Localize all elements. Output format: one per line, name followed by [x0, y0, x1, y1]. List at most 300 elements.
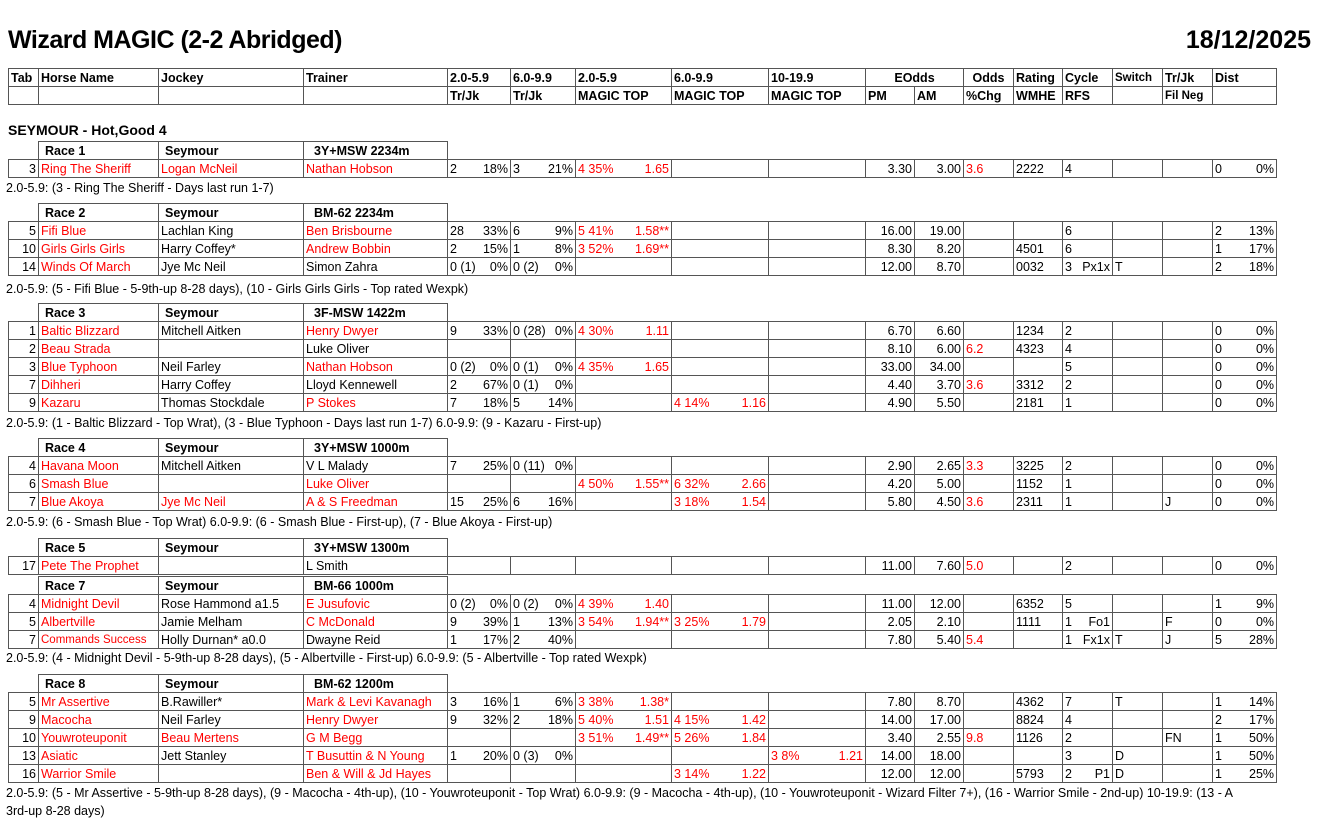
trainer: C McDonald — [304, 613, 448, 631]
tr-jk-6-9-values — [513, 161, 573, 177]
race-note: 2.0-5.9: (5 - Fifi Blue - 5-9th-up 8-28 days), (10 - Girls Girls Girls - Top rated Wexpk) — [6, 282, 469, 296]
magic-top-2-5 — [576, 631, 672, 649]
cycle-rfs-values — [1065, 377, 1110, 393]
tr-jk-6-9-count: 1 — [513, 694, 520, 709]
odds-pct-chg — [964, 258, 1014, 276]
tr-jk-fil-neg — [1163, 258, 1213, 276]
magic-top-2-5 — [576, 557, 672, 575]
eodds-am: 5.50 — [915, 394, 964, 412]
horse-row[interactable] — [9, 457, 1277, 475]
col-magic-10-19: 10-19.9 — [769, 69, 866, 87]
tr-jk-6-9-count: 0 (1) — [513, 359, 539, 374]
dist — [1213, 747, 1277, 765]
horse-row[interactable] — [9, 557, 1277, 575]
tr-jk-fil-neg — [1163, 358, 1213, 376]
trainer: G M Begg — [304, 729, 448, 747]
tr-jk-2-5 — [448, 729, 511, 747]
horse-name: Mr Assertive — [39, 693, 159, 711]
race-class: BM-66 1000m — [304, 577, 448, 595]
horse-row[interactable] — [9, 160, 1277, 178]
tr-jk-2-5-values — [450, 323, 508, 339]
tr-jk-6-9 — [511, 729, 576, 747]
race-header-spacer — [9, 577, 39, 595]
race-note-continued: 3rd-up 8-28 days) — [6, 804, 105, 818]
magic-top-2-5 — [576, 376, 672, 394]
magic-top-10-19 — [769, 376, 866, 394]
dist-count: 1 — [1215, 748, 1222, 763]
tr-jk-2-5-values — [450, 223, 508, 239]
eodds-am: 19.00 — [915, 222, 964, 240]
odds-pct-chg — [964, 222, 1014, 240]
race-header-spacer — [9, 204, 39, 222]
dist-value: 0% — [1255, 323, 1275, 338]
rating-wmhe: 6352 — [1014, 595, 1063, 613]
magic-top-6-9-value: 1.42 — [741, 712, 766, 727]
horse-name: Winds Of March — [39, 258, 159, 276]
race-track: Seymour — [159, 204, 304, 222]
horse-name: Youwroteuponit — [39, 729, 159, 747]
race-header-row — [9, 577, 1277, 595]
eodds-pm: 4.20 — [866, 475, 915, 493]
race-track: Seymour — [159, 142, 304, 160]
horse-name: Pete The Prophet — [39, 557, 159, 575]
tr-jk-6-9-count: 0 (11) — [513, 458, 545, 473]
race-header-blank — [448, 142, 1277, 160]
switch — [1113, 595, 1163, 613]
cycle-rfs-values — [1065, 458, 1110, 474]
jockey: Jett Stanley — [159, 747, 304, 765]
race-note: 2.0-5.9: (3 - Ring The Sheriff - Days last run 1-7) — [6, 181, 274, 195]
dist-value: 0% — [1255, 395, 1275, 410]
magic-top-2-5-value: 1.58** — [634, 223, 669, 238]
eodds-am: 2.10 — [915, 613, 964, 631]
tr-jk-2-5 — [448, 340, 511, 358]
tr-jk-6-9-count: 3 — [513, 161, 520, 176]
tr-jk-6-9-count: 2 — [513, 712, 520, 727]
tab-number: 5 — [9, 222, 39, 240]
race-table — [8, 538, 1277, 575]
tr-jk-6-9-value: 0% — [554, 748, 573, 763]
dist-values — [1215, 395, 1274, 411]
eodds-am: 8.70 — [915, 258, 964, 276]
odds-pct-chg: 5.4 — [964, 631, 1014, 649]
odds-pct-chg: 3.6 — [964, 493, 1014, 511]
magic-top-2-5-count: 4 30% — [578, 323, 614, 338]
tr-jk-6-9-values — [513, 359, 573, 375]
dist — [1213, 557, 1277, 575]
dist-count: 2 — [1215, 712, 1222, 727]
col-tr-jk: Tr/Jk — [1163, 69, 1213, 87]
tr-jk-fil-neg: J — [1163, 493, 1213, 511]
odds-pct-chg — [964, 613, 1014, 631]
odds-pct-chg — [964, 475, 1014, 493]
cycle-rfs-values — [1065, 494, 1110, 510]
dist-count: 0 — [1215, 558, 1222, 573]
dist — [1213, 765, 1277, 783]
horse-row[interactable] — [9, 747, 1277, 765]
report-title: Wizard MAGIC (2-2 Abridged) — [8, 26, 342, 54]
eodds-pm: 12.00 — [866, 258, 915, 276]
dist-value: 0% — [1255, 476, 1275, 491]
magic-top-10-19 — [769, 493, 866, 511]
tr-jk-2-5-count: 7 — [450, 458, 457, 473]
eodds-am: 6.00 — [915, 340, 964, 358]
horse-name: Smash Blue — [39, 475, 159, 493]
tab-number: 16 — [9, 765, 39, 783]
tab-number: 6 — [9, 475, 39, 493]
trainer: Mark & Levi Kavanagh — [304, 693, 448, 711]
tr-jk-6-9-values — [513, 323, 573, 339]
eodds-pm: 4.40 — [866, 376, 915, 394]
magic-top-2-5-values — [578, 712, 669, 728]
horse-row[interactable] — [9, 258, 1277, 276]
magic-top-2-5 — [576, 322, 672, 340]
dist-value: 0% — [1255, 558, 1275, 573]
sub-pct-chg: %Chg — [964, 87, 1014, 105]
sub-magic-top-2: MAGIC TOP — [672, 87, 769, 105]
dist-values — [1215, 241, 1274, 257]
tr-jk-2-5 — [448, 711, 511, 729]
dist-value: 28% — [1249, 632, 1275, 647]
tab-number: 9 — [9, 711, 39, 729]
tr-jk-6-9-value: 0% — [554, 359, 573, 374]
dist-values — [1215, 161, 1274, 177]
cycle-rfs-count: 5 — [1065, 596, 1072, 611]
magic-top-2-5 — [576, 457, 672, 475]
tr-jk-2-5-value: 16% — [482, 694, 508, 709]
switch — [1113, 222, 1163, 240]
tr-jk-6-9-value: 0% — [554, 458, 573, 473]
magic-top-6-9-count: 4 14% — [674, 395, 710, 410]
horse-row[interactable] — [9, 358, 1277, 376]
magic-top-6-9-values — [674, 712, 766, 728]
magic-top-6-9-values — [674, 395, 766, 411]
cycle-rfs-values — [1065, 712, 1110, 728]
tr-jk-2-5-value: 0% — [489, 596, 508, 611]
tr-jk-6-9-values — [513, 223, 573, 239]
tr-jk-2-5 — [448, 394, 511, 412]
magic-top-10-19 — [769, 240, 866, 258]
trainer: Ben Brisbourne — [304, 222, 448, 240]
tr-jk-6-9 — [511, 240, 576, 258]
jockey — [159, 475, 304, 493]
horse-row[interactable] — [9, 631, 1277, 649]
tr-jk-6-9-values — [513, 395, 573, 411]
magic-top-10-19 — [769, 457, 866, 475]
magic-top-2-5 — [576, 394, 672, 412]
tr-jk-2-5 — [448, 258, 511, 276]
tr-jk-6-9-count: 0 (2) — [513, 596, 539, 611]
horse-row[interactable] — [9, 693, 1277, 711]
horse-name: Albertville — [39, 613, 159, 631]
eodds-pm: 11.00 — [866, 595, 915, 613]
dist-value: 0% — [1255, 377, 1275, 392]
cycle-rfs-count: 6 — [1065, 223, 1072, 238]
tr-jk-6-9-value: 8% — [554, 241, 573, 256]
magic-top-2-5-values — [578, 161, 669, 177]
magic-top-6-9-count: 3 14% — [674, 766, 710, 781]
rating-wmhe: 5793 — [1014, 765, 1063, 783]
jockey: Thomas Stockdale — [159, 394, 304, 412]
horse-row[interactable] — [9, 595, 1277, 613]
race-class: 3Y+MSW 1000m — [304, 439, 448, 457]
cycle-rfs — [1063, 322, 1113, 340]
eodds-pm: 14.00 — [866, 747, 915, 765]
cycle-rfs-count: 4 — [1065, 341, 1072, 356]
dist-count: 0 — [1215, 161, 1222, 176]
tr-jk-6-9 — [511, 258, 576, 276]
race-table — [8, 203, 1277, 276]
dist-count: 0 — [1215, 476, 1222, 491]
tr-jk-6-9-count: 5 — [513, 395, 520, 410]
magic-top-2-5-values — [578, 694, 669, 710]
sub-tr-jk-2: Tr/Jk — [511, 87, 576, 105]
eodds-pm: 2.90 — [866, 457, 915, 475]
eodds-am: 34.00 — [915, 358, 964, 376]
horse-row[interactable] — [9, 340, 1277, 358]
magic-top-10-19-count: 3 8% — [771, 748, 800, 763]
switch — [1113, 729, 1163, 747]
tr-jk-6-9-values — [513, 712, 573, 728]
magic-top-2-5-values — [578, 614, 669, 630]
dist — [1213, 613, 1277, 631]
tr-jk-6-9 — [511, 340, 576, 358]
tr-jk-2-5-value: 17% — [482, 632, 508, 647]
dist — [1213, 693, 1277, 711]
tr-jk-6-9-values — [513, 632, 573, 648]
tr-jk-2-5-count: 7 — [450, 395, 457, 410]
horse-row[interactable] — [9, 475, 1277, 493]
trainer: Simon Zahra — [304, 258, 448, 276]
col-switch: Switch — [1113, 69, 1163, 87]
jockey: Jamie Melham — [159, 613, 304, 631]
horse-row[interactable] — [9, 613, 1277, 631]
horse-name: Dihheri — [39, 376, 159, 394]
col-magic-6-9: 6.0-9.9 — [672, 69, 769, 87]
tr-jk-6-9 — [511, 358, 576, 376]
magic-top-10-19 — [769, 340, 866, 358]
tr-jk-fil-neg — [1163, 457, 1213, 475]
jockey: Harry Coffey — [159, 376, 304, 394]
tab-number: 7 — [9, 493, 39, 511]
report-date: 18/12/2025 — [1185, 26, 1311, 54]
trainer: Ben & Will & Jd Hayes — [304, 765, 448, 783]
tr-jk-6-9-value: 14% — [547, 395, 573, 410]
cycle-rfs-value: P1 — [1094, 766, 1110, 781]
tr-jk-2-5-value: 33% — [482, 323, 508, 338]
switch: T — [1113, 631, 1163, 649]
rating-wmhe: 3225 — [1014, 457, 1063, 475]
magic-top-10-19 — [769, 711, 866, 729]
trainer: A & S Freedman — [304, 493, 448, 511]
col-jockey: Jockey — [159, 69, 304, 87]
race-class: BM-62 2234m — [304, 204, 448, 222]
dist — [1213, 595, 1277, 613]
rating-wmhe — [1014, 557, 1063, 575]
eodds-am: 2.55 — [915, 729, 964, 747]
cycle-rfs-count: 4 — [1065, 161, 1072, 176]
cycle-rfs-value: Fx1x — [1082, 632, 1110, 647]
dist-count: 0 — [1215, 614, 1222, 629]
eodds-pm: 3.40 — [866, 729, 915, 747]
tr-jk-fil-neg — [1163, 222, 1213, 240]
race-track: Seymour — [159, 304, 304, 322]
eodds-pm: 7.80 — [866, 631, 915, 649]
magic-top-2-5-value: 1.65 — [644, 161, 669, 176]
jockey: Logan McNeil — [159, 160, 304, 178]
tr-jk-2-5-values — [450, 377, 508, 393]
dist-value: 9% — [1255, 596, 1275, 611]
eodds-am: 7.60 — [915, 557, 964, 575]
magic-top-2-5-values — [578, 596, 669, 612]
horse-row[interactable] — [9, 322, 1277, 340]
race-header-spacer — [9, 439, 39, 457]
tr-jk-2-5-value: 0% — [489, 259, 508, 274]
magic-top-6-9 — [672, 258, 769, 276]
cycle-rfs — [1063, 376, 1113, 394]
tr-jk-6-9-value: 9% — [554, 223, 573, 238]
horse-row[interactable] — [9, 493, 1277, 511]
magic-top-10-19 — [769, 631, 866, 649]
cycle-rfs-count: 1 — [1065, 494, 1072, 509]
dist-value: 0% — [1255, 494, 1275, 509]
horse-row[interactable] — [9, 394, 1277, 412]
jockey: Rose Hammond a1.5 — [159, 595, 304, 613]
tr-jk-6-9 — [511, 765, 576, 783]
tr-jk-6-9 — [511, 475, 576, 493]
horse-row[interactable] — [9, 222, 1277, 240]
tr-jk-6-9-values — [513, 748, 573, 764]
eodds-pm: 11.00 — [866, 557, 915, 575]
magic-top-10-19 — [769, 258, 866, 276]
cycle-rfs-values — [1065, 558, 1110, 574]
switch — [1113, 240, 1163, 258]
tr-jk-2-5-count: 2 — [450, 377, 457, 392]
switch — [1113, 711, 1163, 729]
sub-tr-jk-1: Tr/Jk — [448, 87, 511, 105]
magic-top-6-9 — [672, 595, 769, 613]
jockey — [159, 765, 304, 783]
tab-number: 4 — [9, 457, 39, 475]
horse-row[interactable] — [9, 240, 1277, 258]
dist-values — [1215, 341, 1274, 357]
tab-number: 10 — [9, 240, 39, 258]
tr-jk-fil-neg: F — [1163, 613, 1213, 631]
dist-count: 1 — [1215, 730, 1222, 745]
magic-top-10-19 — [769, 613, 866, 631]
cycle-rfs — [1063, 765, 1113, 783]
cycle-rfs — [1063, 557, 1113, 575]
tr-jk-2-5-values — [450, 494, 508, 510]
jockey: Neil Farley — [159, 711, 304, 729]
race-header-spacer — [9, 304, 39, 322]
sub-fil-neg: Fil Neg — [1163, 87, 1213, 105]
dist — [1213, 160, 1277, 178]
magic-top-2-5 — [576, 747, 672, 765]
cycle-rfs-values — [1065, 748, 1110, 764]
horse-name: Asiatic — [39, 747, 159, 765]
tr-jk-fil-neg — [1163, 747, 1213, 765]
magic-top-6-9 — [672, 394, 769, 412]
magic-top-2-5-value: 1.55** — [634, 476, 669, 491]
tr-jk-2-5 — [448, 747, 511, 765]
rating-wmhe: 8824 — [1014, 711, 1063, 729]
jockey: Neil Farley — [159, 358, 304, 376]
venue-heading: SEYMOUR - Hot,Good 4 — [8, 122, 167, 138]
tr-jk-2-5 — [448, 376, 511, 394]
race-header-blank — [448, 439, 1277, 457]
tr-jk-fil-neg — [1163, 340, 1213, 358]
dist-value: 0% — [1255, 458, 1275, 473]
tr-jk-2-5 — [448, 693, 511, 711]
odds-pct-chg — [964, 711, 1014, 729]
dist-count: 0 — [1215, 341, 1222, 356]
sub-magic-top-3: MAGIC TOP — [769, 87, 866, 105]
switch — [1113, 557, 1163, 575]
race-table — [8, 141, 1277, 178]
tr-jk-6-9 — [511, 457, 576, 475]
tr-jk-2-5-count: 1 — [450, 632, 457, 647]
tr-jk-6-9 — [511, 711, 576, 729]
tr-jk-6-9-values — [513, 614, 573, 630]
tab-number: 4 — [9, 595, 39, 613]
tab-number: 9 — [9, 394, 39, 412]
magic-top-2-5 — [576, 358, 672, 376]
magic-top-2-5-value: 1.11 — [645, 323, 669, 338]
magic-top-2-5 — [576, 493, 672, 511]
horse-row[interactable] — [9, 729, 1277, 747]
dist-values — [1215, 494, 1274, 510]
cycle-rfs — [1063, 631, 1113, 649]
col-eodds: EOdds — [866, 69, 964, 87]
magic-top-10-19 — [769, 160, 866, 178]
odds-pct-chg — [964, 322, 1014, 340]
horse-row[interactable] — [9, 711, 1277, 729]
magic-top-2-5-values — [578, 323, 669, 339]
tr-jk-2-5 — [448, 595, 511, 613]
tr-jk-fil-neg — [1163, 475, 1213, 493]
race-number: Race 2 — [39, 204, 159, 222]
switch — [1113, 475, 1163, 493]
eodds-pm: 3.30 — [866, 160, 915, 178]
rating-wmhe — [1014, 631, 1063, 649]
cycle-rfs-count: 2 — [1065, 323, 1072, 338]
odds-pct-chg: 3.6 — [964, 376, 1014, 394]
magic-top-10-19 — [769, 595, 866, 613]
dist-values — [1215, 596, 1274, 612]
odds-pct-chg — [964, 358, 1014, 376]
eodds-am: 5.00 — [915, 475, 964, 493]
cycle-rfs-count: 3 — [1065, 748, 1072, 763]
eodds-pm: 33.00 — [866, 358, 915, 376]
switch — [1113, 340, 1163, 358]
race-class: 3Y+MSW 2234m — [304, 142, 448, 160]
dist-count: 2 — [1215, 223, 1222, 238]
magic-top-2-5-count: 5 40% — [578, 712, 614, 727]
tr-jk-2-5 — [448, 557, 511, 575]
tr-jk-fil-neg — [1163, 240, 1213, 258]
odds-pct-chg — [964, 394, 1014, 412]
magic-top-2-5 — [576, 711, 672, 729]
magic-top-6-9-values — [674, 730, 766, 746]
cycle-rfs — [1063, 729, 1113, 747]
horse-row[interactable] — [9, 376, 1277, 394]
rating-wmhe: 4323 — [1014, 340, 1063, 358]
cycle-rfs-values — [1065, 694, 1110, 710]
dist-values — [1215, 730, 1274, 746]
horse-row[interactable] — [9, 765, 1277, 783]
magic-top-10-19 — [769, 765, 866, 783]
